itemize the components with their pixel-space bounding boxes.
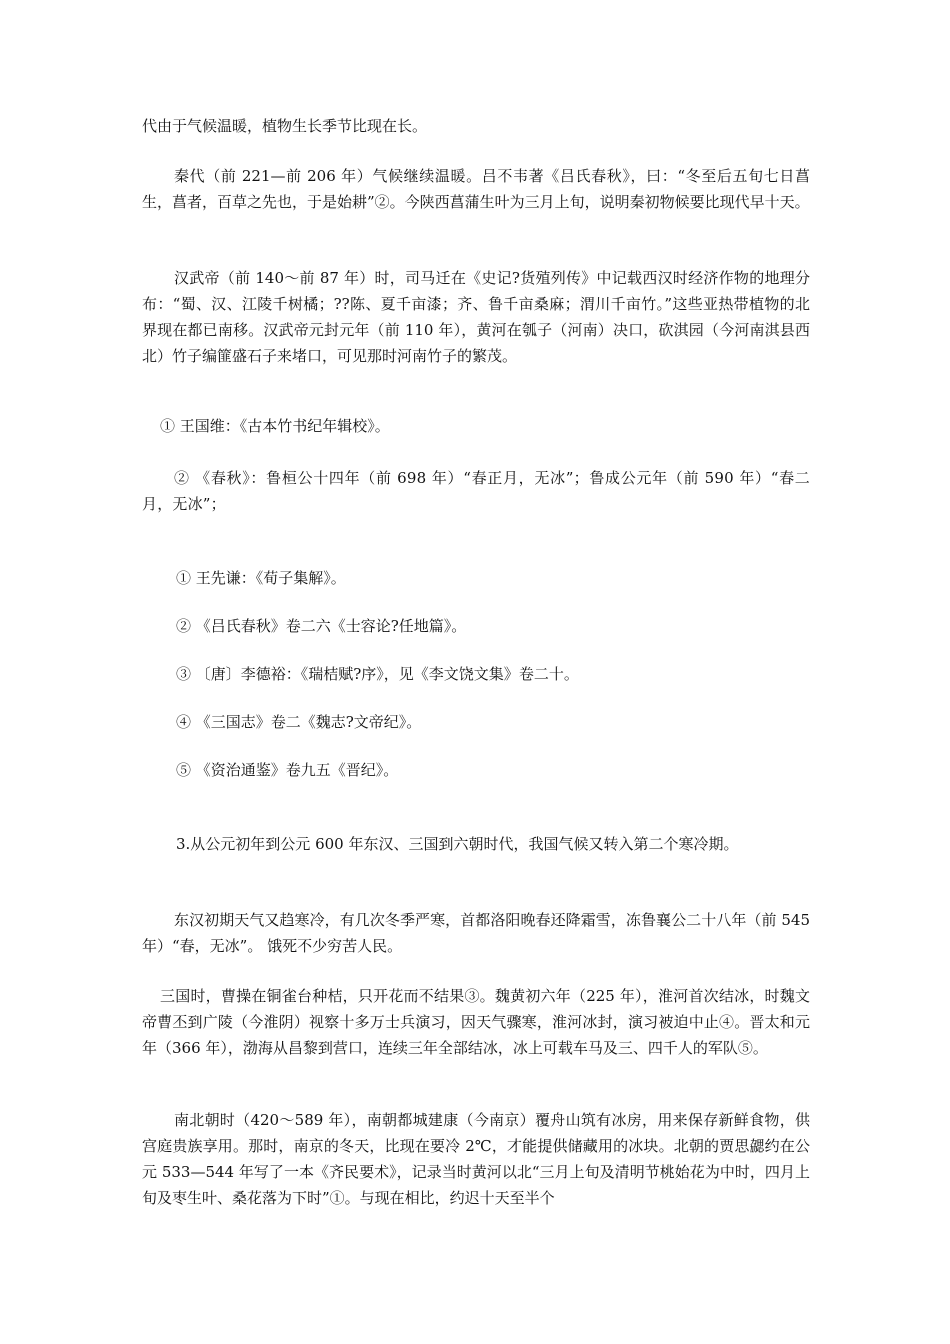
footnote-b-4: ④ 《三国志》卷二《魏志?文帝纪》。: [176, 713, 422, 731]
footnote-a-2: ② 《春秋》：鲁桓公十四年（前 698 年）“春正月，无冰”；鲁成公元年（前 590 年）“春二月，无冰”；: [142, 469, 810, 513]
paragraph-three-kingdoms: 三国时，曹操在铜雀台种桔，只开花而不结果③。魏黄初六年（225 年），淮河首次结冰，时魏文帝曹丕到广陵（今淮阴）视察十多万士兵演习，因天气骤寒，淮河冰封，演习被迫中止④。晋太和元年（366 年），渤海从昌黎到营口，连续三年全部结冰，冰上可载车马及三、四千人的军队⑤。: [142, 987, 810, 1057]
paragraph-han-wudi: 汉武帝（前 140～前 87 年）时，司马迁在《史记?货殖列传》中记载西汉时经济作物的地理分布：“蜀、汉、江陵千树橘；??陈、夏千亩漆；齐、鲁千亩桑麻；渭川千亩竹。”这些亚热带植物的北界现在都已南移。汉武帝元封元年（前 110 年），黄河在瓠子（河南）决口，砍淇园（今河南淇县西北）竹子编篚盛石子来堵口，可见那时河南竹子的繁茂。: [142, 269, 810, 365]
footnote-b-2: ② 《吕氏春秋》卷二六《士容论?任地篇》。: [176, 617, 467, 635]
paragraph-continuation: 代由于气候温暖，植物生长季节比现在长。: [142, 117, 428, 135]
paragraph-qin-dynasty: 秦代（前 221—前 206 年）气候继续温暖。吕不韦著《吕氏春秋》，曰：“冬至后五旬七日菖生，菖者，百草之先也，于是始耕”②。今陕西菖蒲生叶为三月上旬，说明秦初物候要比现代早十天。: [142, 167, 810, 211]
footnote-a-1: ① 王国维：《古本竹书纪年辑校》。: [160, 417, 390, 435]
footnote-b-1: ① 王先谦：《荀子集解》。: [176, 569, 346, 587]
paragraph-southern-northern: 南北朝时（420～589 年），南朝都城建康（今南京）覆舟山筑有冰房，用来保存新鲜食物，供宫庭贵族享用。那时，南京的冬天，比现在要冷 2℃，才能提供储藏用的冰块。北朝的贾思勰约在公元 533—544 年写了一本《齐民要术》，记录当时黄河以北“三月上旬及清明节桃始花为中时，四月上旬及枣生叶、桑花落为下时”①。与现在相比，约迟十天至半个: [142, 1111, 810, 1207]
section-heading: 3.从公元初年到公元 600 年东汉、三国到六朝时代，我国气候又转入第二个寒冷期。: [176, 835, 739, 853]
paragraph-eastern-han: 东汉初期天气又趋寒冷，有几次冬季严寒，首都洛阳晚春还降霜雪，冻鲁襄公二十八年（前 545 年）“春，无冰”。 饿死不少穷苦人民。: [142, 911, 810, 955]
footnote-b-5: ⑤ 《资治通鉴》卷九五《晋纪》。: [176, 761, 399, 779]
footnote-b-3: ③ 〔唐〕李德裕：《瑞桔赋?序》，见《李文饶文集》卷二十。: [176, 665, 579, 683]
